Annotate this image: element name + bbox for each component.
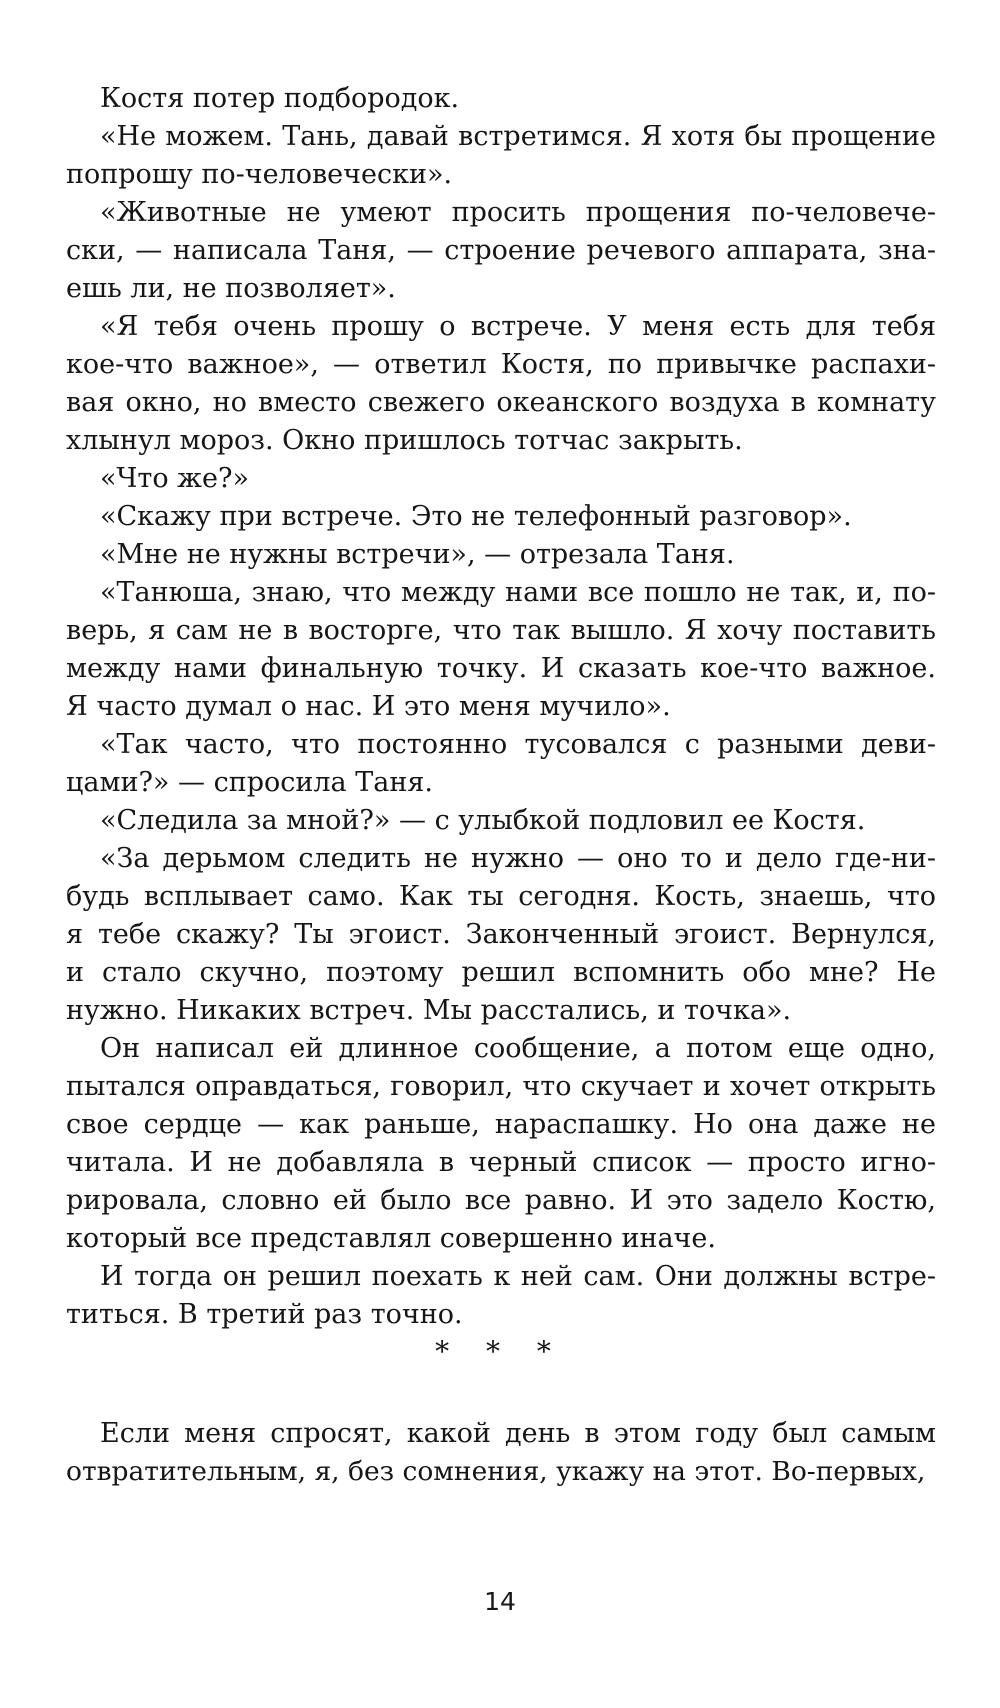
text-line: Если меня спросят, какой день в этом году был самым — [100, 1418, 936, 1449]
text-line: «Мне не нужны встречи», — отрезала Таня. — [100, 539, 735, 570]
text-line: «Животные не умеют просить прощения по-человече- — [100, 197, 936, 228]
paragraph — [66, 840, 936, 1030]
paragraph — [66, 726, 936, 802]
page-number: 14 — [484, 1587, 516, 1616]
text-line: «Следила за мной?» — с улыбкой подловил ее Костя. — [100, 805, 866, 836]
paragraph — [66, 574, 936, 726]
paragraph — [66, 118, 936, 194]
text-line: рировала, словно ей было все равно. И это задело Костю, — [66, 1185, 936, 1216]
text-line: «Скажу при встрече. Это не телефонный разговор». — [100, 501, 852, 532]
paragraph — [66, 460, 936, 498]
text-line: «Танюша, знаю, что между нами все пошло не так, и, по- — [100, 577, 936, 608]
section-break: * * * — [435, 1335, 565, 1368]
text-line: Костя потер подбородок. — [100, 83, 460, 114]
text-line: я тебе скажу? Ты эгоист. Законченный эгоист. Вернулся, — [66, 919, 936, 950]
text-line: ски, — написала Таня, — строение речевого аппарата, зна- — [66, 235, 936, 266]
text-line: отвратительным, я, без сомнения, укажу на этот. Во-первых, — [66, 1456, 926, 1487]
text-line: «Что же?» — [100, 463, 249, 494]
paragraph — [66, 802, 936, 840]
body-text-top — [66, 80, 936, 1334]
text-line: «За дерьмом следить не нужно — оно то и дело где-ни- — [100, 843, 936, 874]
paragraph — [66, 1258, 936, 1334]
text-line: ешь ли, не позволяет». — [66, 273, 396, 304]
text-line: свое сердце — как раньше, нараспашку. Но она даже не — [66, 1109, 936, 1140]
text-line: хлынул мороз. Окно пришлось тотчас закрыть. — [66, 425, 743, 456]
text-line: попрошу по-человечески». — [66, 159, 453, 190]
paragraph — [66, 1415, 936, 1491]
text-line: который все представлял совершенно иначе. — [66, 1223, 716, 1254]
text-line: читала. И не добавляла в черный список — просто игно- — [66, 1147, 936, 1178]
paragraph — [66, 536, 936, 574]
paragraph — [66, 80, 936, 118]
text-line: вая окно, но вместо свежего океанского воздуха в комнату — [66, 387, 936, 418]
text-line: «Я тебя очень прошу о встрече. У меня есть для тебя — [100, 311, 936, 342]
text-line: «Так часто, что постоянно тусовался с разными деви- — [100, 729, 936, 760]
text-line: между нами финальную точку. И сказать кое-что важное. — [66, 653, 936, 684]
paragraph — [66, 308, 936, 460]
paragraph — [66, 498, 936, 536]
text-line: титься. В третий раз точно. — [66, 1299, 463, 1330]
paragraph — [66, 194, 936, 308]
text-line: верь, я сам не в восторге, что так вышло. Я хочу поставить — [66, 615, 936, 646]
text-line: и стало скучно, поэтому решил вспомнить обо мне? Не — [66, 957, 936, 988]
text-line: Я часто думал о нас. И это меня мучило». — [66, 691, 671, 722]
text-line: будь всплывает само. Как ты сегодня. Кость, знаешь, что — [66, 881, 936, 912]
text-line: кое-что важное», — ответил Костя, по привычке распахи- — [66, 349, 936, 380]
text-line: «Не можем. Тань, давай встретимся. Я хотя бы прощение — [100, 121, 936, 152]
text-line: нужно. Никаких встреч. Мы расстались, и точка». — [66, 995, 792, 1026]
text-line: Он написал ей длинное сообщение, а потом еще одно, — [100, 1033, 936, 1064]
text-line: пытался оправдаться, говорил, что скучает и хочет открыть — [66, 1071, 936, 1102]
paragraph — [66, 1030, 936, 1258]
body-text-bottom — [66, 1415, 936, 1491]
text-line: И тогда он решил поехать к ней сам. Они должны встре- — [100, 1261, 936, 1292]
text-line: цами?» — спросила Таня. — [66, 767, 433, 798]
